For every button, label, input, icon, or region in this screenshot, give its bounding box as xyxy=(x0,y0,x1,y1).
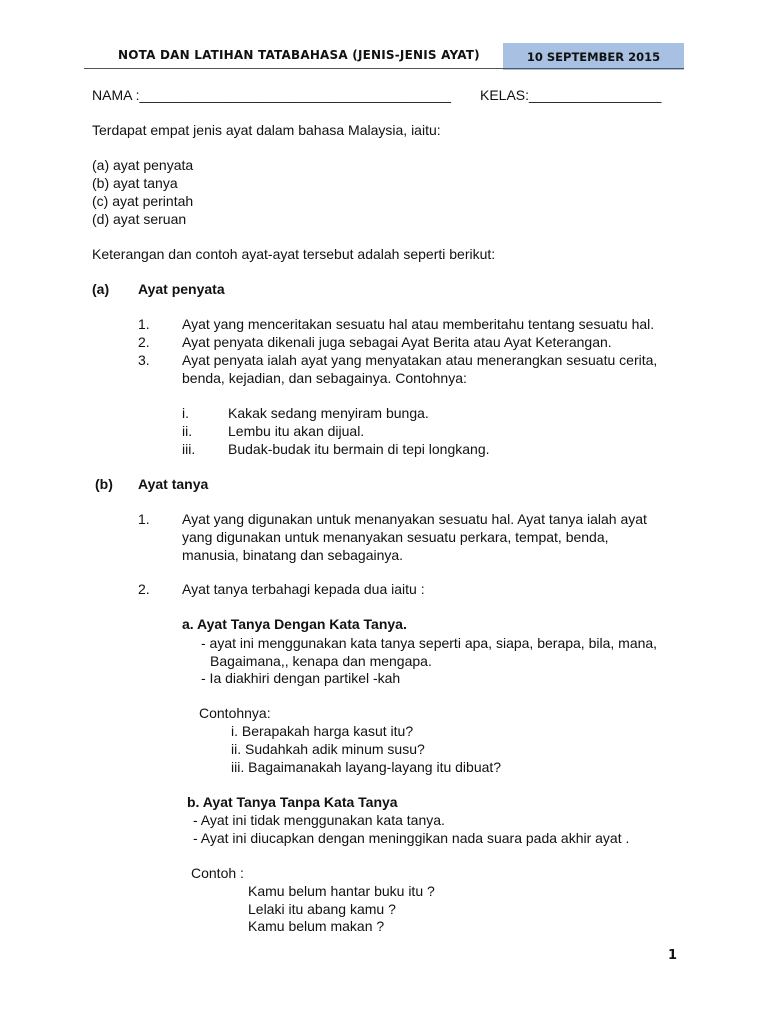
type-item: (d) ayat seruan xyxy=(92,211,187,227)
point-text: Ayat penyata ialah ayat yang menyatakan atau menerangkan sesuatu cerita, xyxy=(182,352,658,368)
subsection-b-heading: b. Ayat Tanya Tanpa Kata Tanya xyxy=(187,794,398,810)
example-text: ii. Sudahkah adik minum susu? xyxy=(231,741,425,757)
subsection-a-heading: a. Ayat Tanya Dengan Kata Tanya. xyxy=(182,616,407,632)
type-item: (b) ayat tanya xyxy=(92,175,178,191)
name-field-line: NAMA :________________________________________ xyxy=(92,87,451,103)
date-badge: 10 SEPTEMBER 2015 xyxy=(503,43,684,70)
example-text: Lembu itu akan dijual. xyxy=(228,423,365,439)
example-text: iii. Bagaimanakah layang-layang itu dibuat? xyxy=(231,759,502,775)
point-number: 2. xyxy=(138,334,150,350)
document-title: NOTA DAN LATIHAN TATABAHASA (JENIS-JENIS AYAT) xyxy=(118,48,480,62)
example-text: Budak-budak itu bermain di tepi longkang. xyxy=(228,441,490,457)
point-text: Ayat yang digunakan untuk menanyakan sesuatu hal. Ayat tanya ialah ayat xyxy=(182,511,647,527)
example-number: i. xyxy=(182,405,189,421)
section-b-marker: (b) xyxy=(95,476,113,492)
point-text: Ayat yang menceritakan sesuatu hal atau memberitahu tentang sesuatu hal. xyxy=(182,316,655,332)
examples-label: Contoh : xyxy=(191,865,244,881)
subsection-a-line: - Ia diakhiri dengan partikel -kah xyxy=(201,670,401,686)
example-text: Kakak sedang menyiram bunga. xyxy=(228,405,429,421)
subsection-a-line: - ayat ini menggunakan kata tanya seperti apa, siapa, berapa, bila, mana, xyxy=(201,635,658,651)
point-number: 1. xyxy=(138,316,150,332)
point-number: 1. xyxy=(138,511,150,527)
intro-text: Terdapat empat jenis ayat dalam bahasa Malaysia, iaitu: xyxy=(92,122,441,138)
point-number: 3. xyxy=(138,352,150,368)
point-text: Ayat tanya terbahagi kepada dua iaitu : xyxy=(182,581,425,597)
subsection-b-line: - Ayat ini tidak menggunakan kata tanya. xyxy=(193,812,445,828)
example-number: iii. xyxy=(182,441,196,457)
example-text: Kamu belum hantar buku itu ? xyxy=(248,883,435,899)
section-a-heading: Ayat penyata xyxy=(138,281,225,297)
example-number: ii. xyxy=(182,423,193,439)
explanation-text: Keterangan dan contoh ayat-ayat tersebut adalah seperti berikut: xyxy=(92,246,496,262)
subsection-a-line: Bagaimana,, kenapa dan mengapa. xyxy=(210,653,432,669)
point-text: yang digunakan untuk menanyakan sesuatu perkara, tempat, benda, xyxy=(182,529,609,545)
type-item: (c) ayat perintah xyxy=(92,193,194,209)
section-a-marker: (a) xyxy=(92,281,110,297)
section-b-heading: Ayat tanya xyxy=(138,476,209,492)
point-text: Ayat penyata dikenali juga sebagai Ayat Berita atau Ayat Keterangan. xyxy=(182,334,612,350)
header-divider xyxy=(84,68,684,69)
point-text: manusia, binatang dan sebagainya. xyxy=(182,547,404,563)
example-text: Kamu belum makan ? xyxy=(248,918,385,934)
page-number: 1 xyxy=(668,948,678,963)
type-item: (a) ayat penyata xyxy=(92,157,194,173)
subsection-b-line: - Ayat ini diucapkan dengan meninggikan nada suara pada akhir ayat . xyxy=(193,830,630,846)
class-field-line: KELAS:_________________ xyxy=(480,87,662,103)
example-text: i. Berapakah harga kasut itu? xyxy=(231,723,414,739)
point-text-continued: benda, kejadian, dan sebagainya. Contohnya: xyxy=(182,370,467,386)
example-text: Lelaki itu abang kamu ? xyxy=(248,901,396,917)
examples-label: Contohnya: xyxy=(199,705,271,721)
point-number: 2. xyxy=(138,581,150,597)
